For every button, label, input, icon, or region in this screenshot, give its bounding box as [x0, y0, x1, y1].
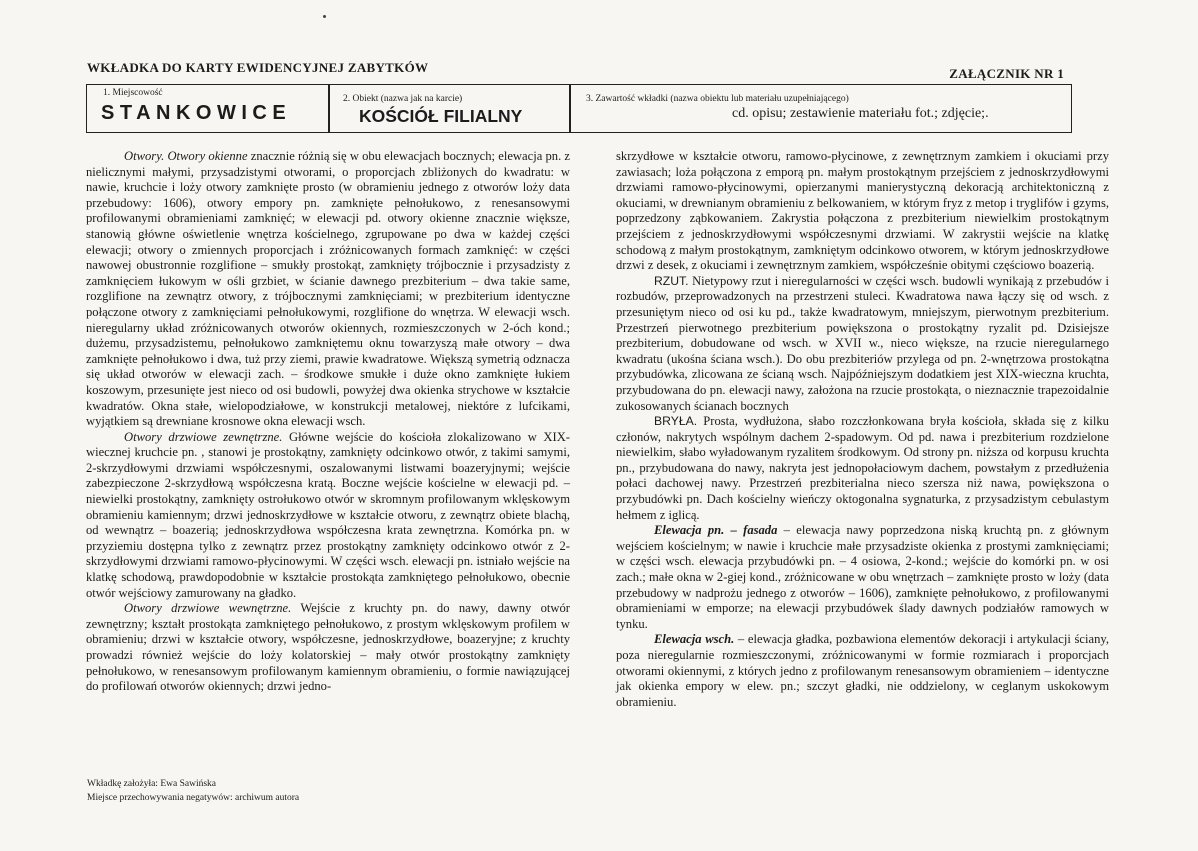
object-label: 2. Obiekt (nazwa jak na karcie)	[343, 94, 463, 104]
credits	[87, 777, 299, 805]
paragraph-exterior-doors	[86, 430, 570, 602]
credit-author: Wkładkę założyła: Ewa Sawińska	[87, 779, 216, 789]
section-heading: Otwory drzwiowe zewnętrzne.	[124, 429, 283, 444]
locality-box	[86, 84, 330, 133]
locality-value: STANKOWICE	[101, 102, 292, 124]
annex-label: ZAŁĄCZNIK NR 1	[949, 66, 1064, 81]
paragraph-text: Prosta, wydłużona, słabo rozczłonkowana bryła kościoła, składa się z kilku członów, nakrytych wspólnym dachem 2-spadowym. Od pd. nawa i prezbiterium rozdzielone niewielkim, słabo wyładowanym ryzalitem środkowym. Od strony pn. niższa od korpusu kruchta pn., przybudowana do nawy, nakryta jest jednopołaciowym dachem, powstałym z przedłużenia połaci dachowej nawy. Przestrzeń prezbiterialna nieco szersza niż nawa, powiększona o przybudówki pn. Dach kościelny wieńczy oktogonalna sygnaturka, z przysadzistym cebulastym hełmem z iglicą.	[616, 414, 1109, 522]
section-heading: Otwory drzwiowe wewnętrzne.	[124, 601, 292, 616]
paragraph-window-openings	[86, 149, 570, 430]
section-heading: Elewacja pn.	[654, 523, 725, 538]
paragraph-interior-doors	[86, 601, 570, 695]
object-box	[328, 84, 571, 133]
paragraph-text: znacznie różnią się w obu elewacjach bocznych; elewacja pn. z nielicznymi małymi, przysadzistymi otworami, o proporcjach zbliżonych do kwadratu: w nawie, kruchcie i loży otwory zamknięte prosto (w obramieniu jednego z otworów loży data przebudowy: 1606), otwory empory pn. zamknięte pełnołukowo, z renesansowymi profilowanymi obramieniami zamknięć; w elewacji pd. otwory okienne znacznie większe, stanowią główne oświetlenie wnętrza kościelnego, zgrupowane po dwa w każdej części elewacji; otwory o zmiennych proporcjach i zróżnicowanych formach zamknięć: w części nawowej obustronnie rozglifione – smukły prostokąt, zamknięty trójbocznie i przysadzisty z zamknięciem łukowym w ośli grzbiet, w ścianie dawnego prezbiterium – dwa takie same, rozglifione na zewnątrz otwory, z trójbocznymi zamknięciami; w prezbiterium identyczne połączone otwory z zamknięciami pełnołukowymi, rozglifione do wnętrza. W elewacji wsch. nieregularny układ zróżnicowanych otworów okiennych, rozmieszczonych w 2-óch kond.; dużemu, przysadzistemu, pełnołukowo zamkniętemu oknu towarzyszą małe otwory – dwa zamknięte pełnołukowo i dwa, tuż przy ziemi, prawie kwadratowe. Większą symetrią odznacza się układ otworów w elewacji zach. – środkowe smukłe i duże okno zamknięte łukiem koszowym, przesunięte jest nieco od osi budowli, powyżej dwa okienka strychowe w kształcie kwadratów. Okna stałe, wielopodziałowe, w konstrukcji metalowej, niektóre z lufcikami, wyjątkiem są drewniane krosnowe okna elewacji wsch.	[86, 149, 570, 429]
paragraph-east-elevation	[616, 632, 1109, 710]
paragraph-continued	[616, 149, 1109, 274]
paragraph-plan	[616, 274, 1109, 414]
credit-archive: Miejsce przechowywania negatywów: archiwum autora	[87, 793, 300, 803]
left-column	[86, 149, 570, 695]
paragraph-text: skrzydłowe w kształcie otworu, ramowo-płycinowe, z zewnętrznym zamkiem i okuciami przy zawiasach; loża połączona z emporą pn. małym prostokątnym przejściem z jednoskrzydłowymi drzwiami ramowo-płycinowymi, opierzanymi manierystyczną dekoracją architektoniczną z okuciami, w drewnianym obramieniu z belkowaniem, w którym fryz z metop i tryglifów i gzyms, poprzedzony ząbkowaniem. Zakrystia połączona z prezbiterium niewielkim prostokątnym przejściem z jednoskrzydłowymi współczesnymi drzwiami. W zakrystii wejście na klatkę schodową z małym prostokątnym, zamkniętym odcinkowo otworem, w którym jednoskrzydłowe drzwi z desek, z okuciami i zewnętrznym zamkiem, współcześnie obitymi częściowo boazerią.	[616, 149, 1109, 273]
section-subheading: – fasada	[730, 523, 778, 538]
paragraph-text: – elewacja gładka, pozbawiona elementów dekoracji i artykulacji ściany, poza nieregularnie rozmieszczonymi, zróżnicowanymi w formie rozmiarach i proporcjach otworami okiennymi, z których jedno z profilowanym renesansowym obramieniem – identyczne jak okienka empory w elew. pn.; szczyt gładki, nie oddzielony, w ceglanym uskokowym obramieniu.	[616, 632, 1109, 709]
contents-box	[569, 84, 1072, 133]
contents-value: cd. opisu; zestawienie materiału fot.; zdjęcie;.	[732, 106, 989, 121]
section-heading: Elewacja wsch.	[654, 632, 735, 647]
section-subheading: Otwory okienne	[167, 149, 248, 163]
section-heading: Otwory.	[124, 149, 165, 163]
locality-label: 1. Miejscowość	[103, 88, 163, 98]
paragraph-text: Nietypowy rzut i nieregularności w części wsch. budowli wynikają z przebudów i rozbudów, przeprowadzonych na przestrzeni stuleci. Kwadratowa nawa łączy się od wsch. z przesuniętym nieco od osi ku pd., także kwadratowym, mniejszym, pierwotnym prezbiterium. Przestrzeń pierwotnego prezbiterium powiększona o prostokątny ryzalit pd. Dzisiejsze prezbiterium, dobudowane od wsch. w XVII w., nieco większe, na rzucie nieregularnego kwadratu (ukośna ściana wsch.). Do obu prezbiteriów przylega od pn. 2-wnętrzowa prostokątna przybudówka, zlicowana ze ścianą wsch. Najpóźniejszym dodatkiem jest XIX-wieczna kruchta, przybudowana do pn. elewacji nawy, założona na rzucie prostokąta, o nieznacznie trapezoidalnie zukosowanych ścianach bocznych	[616, 273, 1109, 413]
section-heading: BRYŁA.	[654, 414, 698, 429]
paragraph-text: Wejście z kruchty pn. do nawy, dawny otwór zewnętrzny; kształt prostokąta zamkniętego pełnołukowo, z prostym wklęskowym profilem w obramieniu; drzwi w kształcie otwory, współczesne, jednoskrzydłowe, boazeryjne; z kruchty prowadzi również wejście do loży kolatorskiej – mały otwór prostokątny zamknięty pełnołukowo, w renesansowym profilowanym kamiennym obramieniu, o formie nawiązującej do profilowań otworów okiennych; drzwi jedno-	[86, 601, 571, 694]
paragraph-massing	[616, 414, 1109, 523]
paragraph-text: – elewacja nawy poprzedzona niską kruchtą pn. z głównym wejściem kościelnym; w nawie i kruchcie małe przysadziste okienka z prostymi zamknięciami; w części wsch. elewacja przybudówki pn. – 4 osiowa, 2-kond.; wejście do komórki pn. w osi zach.; małe okna w 2-giej kond., zróżnicowane w obu wnętrzach – zamknięte prosto w loży (data przebudowy w nadprożu jednego z otworów – 1606), zamknięte pełnołukowo, z profilowanymi obramieniami w emporze; na elewacji przybudówek ślady dawnych podziałów ramowych w tynku.	[616, 523, 1109, 631]
document-title: WKŁADKA DO KARTY EWIDENCYJNEJ ZABYTKÓW	[87, 60, 429, 75]
scan-speck	[323, 15, 326, 18]
object-value: KOŚCIÓŁ FILIALNY	[359, 106, 523, 126]
paragraph-north-elevation	[616, 523, 1109, 632]
paragraph-text: Główne wejście do kościoła zlokalizowano w XIX-wiecznej kruchcie pn. , stanowi je prostokątny, zamknięty odcinkowo otwór, z takimi samymi, 2-skrzydłowymi drzwiami współczesnymi, oszalowanymi listwami boazeryjnymi; wejście zabezpieczone 2-skrzydłową współczesna kratą. Boczne wejście kościelne w elewacji pd. – niewielki prostokątny, zamknięty ostrołukowo otwór w skromnym profilowanym wklęskowym obramieniu kamiennym; drzwi jednoskrzydłowe w kształcie otworu, z zewnątrz obiete blachą, od wewnątrz – boazerią; jednoskrzydłowa współczesna krata zewnętrzna. Komórka pn. w przyziemiu dostępna tylko z zewnątrz przez prostokątny zamknięty odcinkowo otwór z 2-skrzydłowymi drzwiami ramowo-płycinowymi. W części wsch. elewacji pn. istniało wejście na klatkę schodową, prawdopodobnie w kształcie prostokąta zamkniętego pełnołukowo, obecnie otwór wejściowy zamurowany na gładko.	[86, 429, 570, 600]
section-heading: RZUT.	[654, 273, 689, 288]
contents-label: 3. Zawartość wkładki (nazwa obiektu lub materiału uzupełniającego)	[586, 94, 849, 104]
right-column	[616, 149, 1109, 710]
